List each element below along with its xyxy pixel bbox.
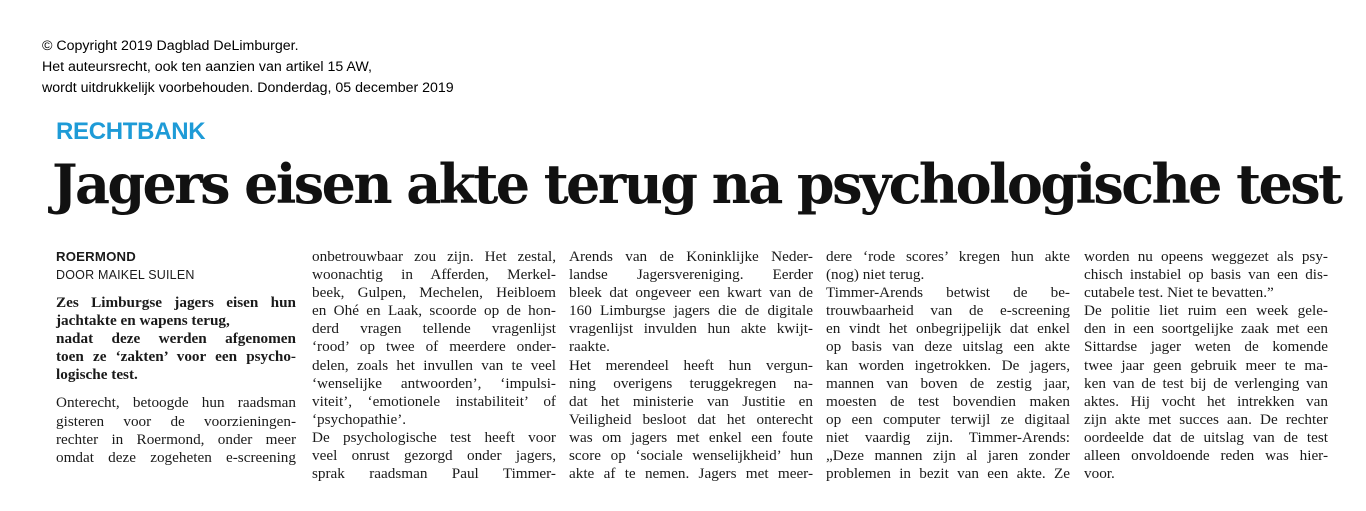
- byline: DOOR MAIKEL SUILEN: [56, 268, 195, 282]
- text-line: twee jaar geen gebruik meer te ma-: [1084, 356, 1328, 374]
- text-line: chisch instabiel op basis van een dis-: [1084, 266, 1328, 284]
- text-line: score op ‘sociale wenselijkheid’ hun: [569, 447, 813, 465]
- text-line: landse Jagersvereniging. Eerder: [569, 266, 813, 284]
- text-line: De psychologische test heeft voor: [312, 428, 556, 446]
- lead-line: logische test.: [56, 366, 138, 384]
- text-line: kan worden ingetrokken. De jagers,: [826, 356, 1070, 374]
- copyright-notice: [42, 36, 454, 99]
- lead-line: nadat deze werden afgenomen: [56, 330, 296, 348]
- text-line: Het merendeel heeft hun vergun-: [569, 356, 813, 374]
- text-line: dere ‘rode scores’ kregen hun akte: [826, 248, 1070, 265]
- text-line: Timmer-Arends betwist de be-: [826, 284, 1070, 302]
- article-column-4: [826, 248, 1070, 483]
- copyright-line: wordt uitdrukkelijk voorbehouden. Donderdag, 05 december 2019: [42, 80, 454, 96]
- body-paragraph: [56, 394, 296, 466]
- copyright-line: Het auteursrecht, ook ten aanzien van artikel 15 AW,: [42, 59, 372, 75]
- text-line: Sittardse jager weten de komende: [1084, 338, 1328, 356]
- text-line: omdat deze zogeheten e-screening: [56, 448, 296, 466]
- text-line: delen, zoals het invullen van te veel: [312, 356, 556, 374]
- headline: Jagers eisen akte terug na psychologische test: [52, 152, 1341, 216]
- text-line: akte af te nemen. Jagers met meer-: [569, 465, 813, 483]
- text-line: op een computer terwijl ze digitaal: [826, 410, 1070, 428]
- text-line: vragenlijst invulden hun akte kwijt-: [569, 320, 813, 338]
- text-line: worden nu opeens weggezet als psy-: [1084, 248, 1328, 265]
- text-line: ‘rood’ op twee of meerdere onder-: [312, 338, 556, 356]
- section-label: RECHTBANK: [56, 118, 206, 145]
- text-line: moesten de test bovendien maken: [826, 392, 1070, 410]
- article-column-5: [1084, 248, 1328, 483]
- lead-line: jachtakte en wapens terug,: [56, 312, 230, 330]
- article-column-1: [56, 248, 296, 467]
- text-line: op basis van deze uitslag een akte: [826, 338, 1070, 356]
- lead-line: toen ze ‘zakten’ voor een psycho-: [56, 348, 296, 366]
- article-column-3: [569, 248, 813, 483]
- text-line: Arends van de Koninklijke Neder-: [569, 248, 813, 265]
- text-line: alleen onvoldoende reden was hier-: [1084, 447, 1328, 465]
- text-line: ‘wenselijke antwoorden’, ‘impulsi-: [312, 374, 556, 392]
- text-line: oordeelde dat de uitslag van de test: [1084, 428, 1328, 446]
- text-line: niet vaardig zijn. Timmer-Arends:: [826, 428, 1070, 446]
- text-line: Veiligheid besloot dat het onterecht: [569, 410, 813, 428]
- text-line: dat het ministerie van Justitie en: [569, 392, 813, 410]
- text-line: cutabele test. Niet te bevatten.”: [1084, 284, 1274, 302]
- text-line: bleek dat ongeveer een kwart van de: [569, 284, 813, 302]
- text-line: gisteren voor de voorzieningen-: [56, 412, 296, 430]
- text-line: onbetrouwbaar zou zijn. Het zestal,: [312, 248, 556, 265]
- text-line: den in een soortgelijke zaak met een: [1084, 320, 1328, 338]
- text-line: voor.: [1084, 465, 1115, 483]
- text-line: rechter in Roermond, onder meer: [56, 430, 296, 448]
- text-line: De politie liet ruim een week gele-: [1084, 302, 1328, 320]
- text-line: viteit’, ‘emotionele instabiliteit’ of: [312, 392, 556, 410]
- text-line: trouwbaarheid van de e-screening: [826, 302, 1070, 320]
- text-line: beek, Gulpen, Mechelen, Heibloem: [312, 284, 556, 302]
- copyright-line: © Copyright 2019 Dagblad DeLimburger.: [42, 38, 299, 54]
- text-line: ken van de test bij de verlenging van: [1084, 374, 1328, 392]
- text-line: (nog) niet terug.: [826, 266, 925, 284]
- text-line: en vindt het onbegrijpelijk dat enkel: [826, 320, 1070, 338]
- text-line: zijn akte met succes aan. De rechter: [1084, 410, 1328, 428]
- text-line: aktes. Hij vocht het intrekken van: [1084, 392, 1328, 410]
- text-line: was om jagers met enkel een foute: [569, 428, 813, 446]
- text-line: derd vragen tellende vragenlijst: [312, 320, 556, 338]
- text-line: veel onrust gezorgd onder jagers,: [312, 447, 556, 465]
- text-line: raakte.: [569, 338, 610, 356]
- text-line: „Deze mannen zijn al jaren zonder: [826, 447, 1070, 465]
- text-line: mannen van boven de zestig jaar,: [826, 374, 1070, 392]
- text-line: ning overigens teruggekregen na-: [569, 374, 813, 392]
- lead-paragraph: [56, 294, 296, 384]
- text-line: Onterecht, betoogde hun raadsman: [56, 394, 296, 412]
- text-line: woonachtig in Afferden, Merkel-: [312, 266, 556, 284]
- dateline: ROERMOND: [56, 249, 136, 264]
- lead-line: Zes Limburgse jagers eisen hun: [56, 294, 296, 311]
- text-line: 160 Limburgse jagers die de digitale: [569, 302, 813, 320]
- text-line: sprak raadsman Paul Timmer-: [312, 465, 556, 483]
- text-line: en Ohé en Laak, scoorde op de hon-: [312, 302, 556, 320]
- text-line: problemen in bezit van een akte. Ze: [826, 465, 1070, 483]
- article-column-2: [312, 248, 556, 483]
- text-line: ‘psychopathie’.: [312, 410, 407, 428]
